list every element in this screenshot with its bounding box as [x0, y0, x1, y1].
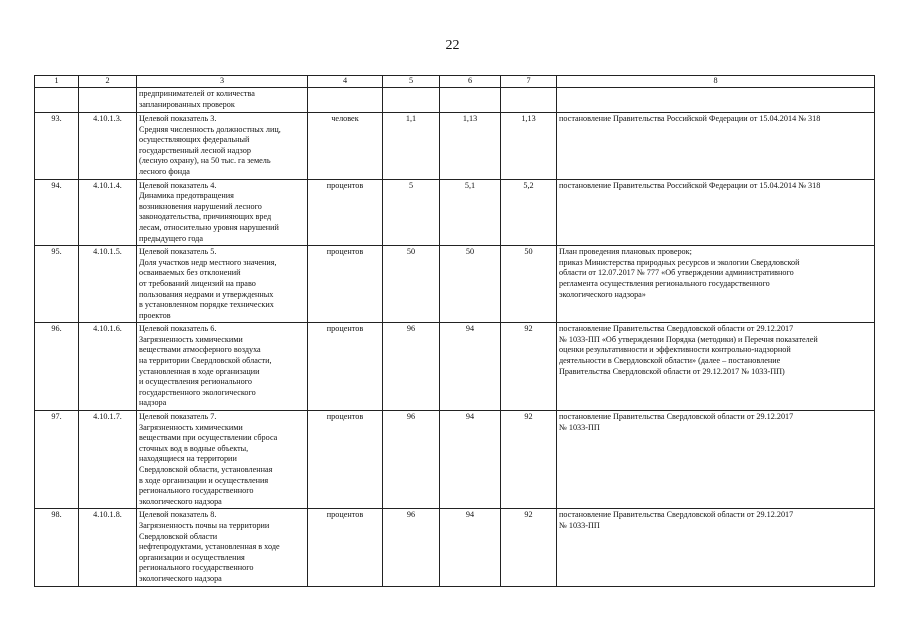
row-value-7: 92	[501, 323, 557, 411]
row-description: Целевой показатель 8. Загрязненность почвы на территории Свердловской области нефтепродуктами, установленная в ходе организации и осуществления регионального государственного экологического надзора	[137, 509, 308, 586]
row-unit: процентов	[308, 323, 383, 411]
row-code: 4.10.1.7.	[79, 411, 137, 509]
row-description: предпринимателей от количества запланированных проверок	[137, 88, 308, 113]
row-value-6: 94	[440, 323, 501, 411]
row-description: Целевой показатель 5. Доля участков недр местного значения, осваиваемых без отклонений от требований лицензий на право пользования недрами и утвержденных в установленном порядке технических проектов	[137, 246, 308, 323]
table-row	[35, 179, 875, 246]
row-unit: процентов	[308, 411, 383, 509]
table-row	[35, 113, 875, 180]
col-header: 3	[137, 76, 308, 88]
row-value-6: 5,1	[440, 179, 501, 246]
row-code: 4.10.1.6.	[79, 323, 137, 411]
row-unit: процентов	[308, 246, 383, 323]
page-number: 22	[445, 38, 460, 53]
row-number: 97.	[35, 411, 79, 509]
row-source: постановление Правительства Российской Федерации от 15.04.2014 № 318	[557, 179, 875, 246]
row-source: постановление Правительства Свердловской области от 29.12.2017 № 1033-ПП	[557, 411, 875, 509]
indicators-table	[34, 75, 875, 587]
row-code: 4.10.1.5.	[79, 246, 137, 323]
row-value-7: 1,13	[501, 113, 557, 180]
row-value-6: 50	[440, 246, 501, 323]
row-source: постановление Правительства Свердловской области от 29.12.2017 № 1033-ПП «Об утверждении Порядка (методики) и Перечня показателей оценки результативности и эффективности контрольно-надзорной деятельности в Свердловской области» (далее – постановление Правительства Свердловской области от 29.12.2017 № 1033-ПП)	[557, 323, 875, 411]
row-number: 94.	[35, 179, 79, 246]
row-number: 95.	[35, 246, 79, 323]
row-description: Целевой показатель 6. Загрязненность химическими веществами атмосферного воздуха на территории Свердловской области, установленная в ходе организации и осуществления регионального государственного экологического надзора	[137, 323, 308, 411]
row-value-7: 92	[501, 411, 557, 509]
row-description: Целевой показатель 4. Динамика предотвращения возникновения нарушений лесного законодательства, причиняющих вред лесам, относительно уровня нарушений предыдущего года	[137, 179, 308, 246]
col-header: 2	[79, 76, 137, 88]
row-value-5: 96	[383, 509, 440, 586]
col-header: 5	[383, 76, 440, 88]
col-header: 6	[440, 76, 501, 88]
row-value-5: 96	[383, 411, 440, 509]
table-row	[35, 411, 875, 509]
table-row	[35, 323, 875, 411]
col-header: 8	[557, 76, 875, 88]
row-value-5: 1,1	[383, 113, 440, 180]
row-value-6: 94	[440, 509, 501, 586]
row-unit: процентов	[308, 509, 383, 586]
col-header: 7	[501, 76, 557, 88]
row-source: постановление Правительства Российской Федерации от 15.04.2014 № 318	[557, 113, 875, 180]
row-value-7: 50	[501, 246, 557, 323]
row-number: 98.	[35, 509, 79, 586]
row-number: 93.	[35, 113, 79, 180]
continuation-row	[35, 88, 875, 113]
row-value-6: 1,13	[440, 113, 501, 180]
row-source: постановление Правительства Свердловской области от 29.12.2017 № 1033-ПП	[557, 509, 875, 586]
row-description: Целевой показатель 3. Средняя численность должностных лиц, осуществляющих федеральный государственный лесной надзор (лесную охрану), на 50 тыс. га земель лесного фонда	[137, 113, 308, 180]
row-value-5: 50	[383, 246, 440, 323]
row-code: 4.10.1.4.	[79, 179, 137, 246]
row-number: 96.	[35, 323, 79, 411]
row-value-5: 5	[383, 179, 440, 246]
col-header: 4	[308, 76, 383, 88]
row-unit: человек	[308, 113, 383, 180]
table-row	[35, 246, 875, 323]
row-value-5: 96	[383, 323, 440, 411]
row-value-6: 94	[440, 411, 501, 509]
row-code: 4.10.1.3.	[79, 113, 137, 180]
row-code: 4.10.1.8.	[79, 509, 137, 586]
row-source: План проведения плановых проверок; приказ Министерства природных ресурсов и экологии Свердловской области от 12.07.2017 № 777 «Об утверждении административного регламента осуществления регионального государственного экологического надзора»	[557, 246, 875, 323]
row-description: Целевой показатель 7. Загрязненность химическими веществами при осуществлении сброса сточных вод в водные объекты, находящиеся на территории Свердловской области, установленная в ходе организации и осуществления регионального государственного экологического надзора	[137, 411, 308, 509]
row-value-7: 5,2	[501, 179, 557, 246]
row-value-7: 92	[501, 509, 557, 586]
row-unit: процентов	[308, 179, 383, 246]
table-row	[35, 509, 875, 586]
col-header: 1	[35, 76, 79, 88]
header-row	[35, 76, 875, 88]
